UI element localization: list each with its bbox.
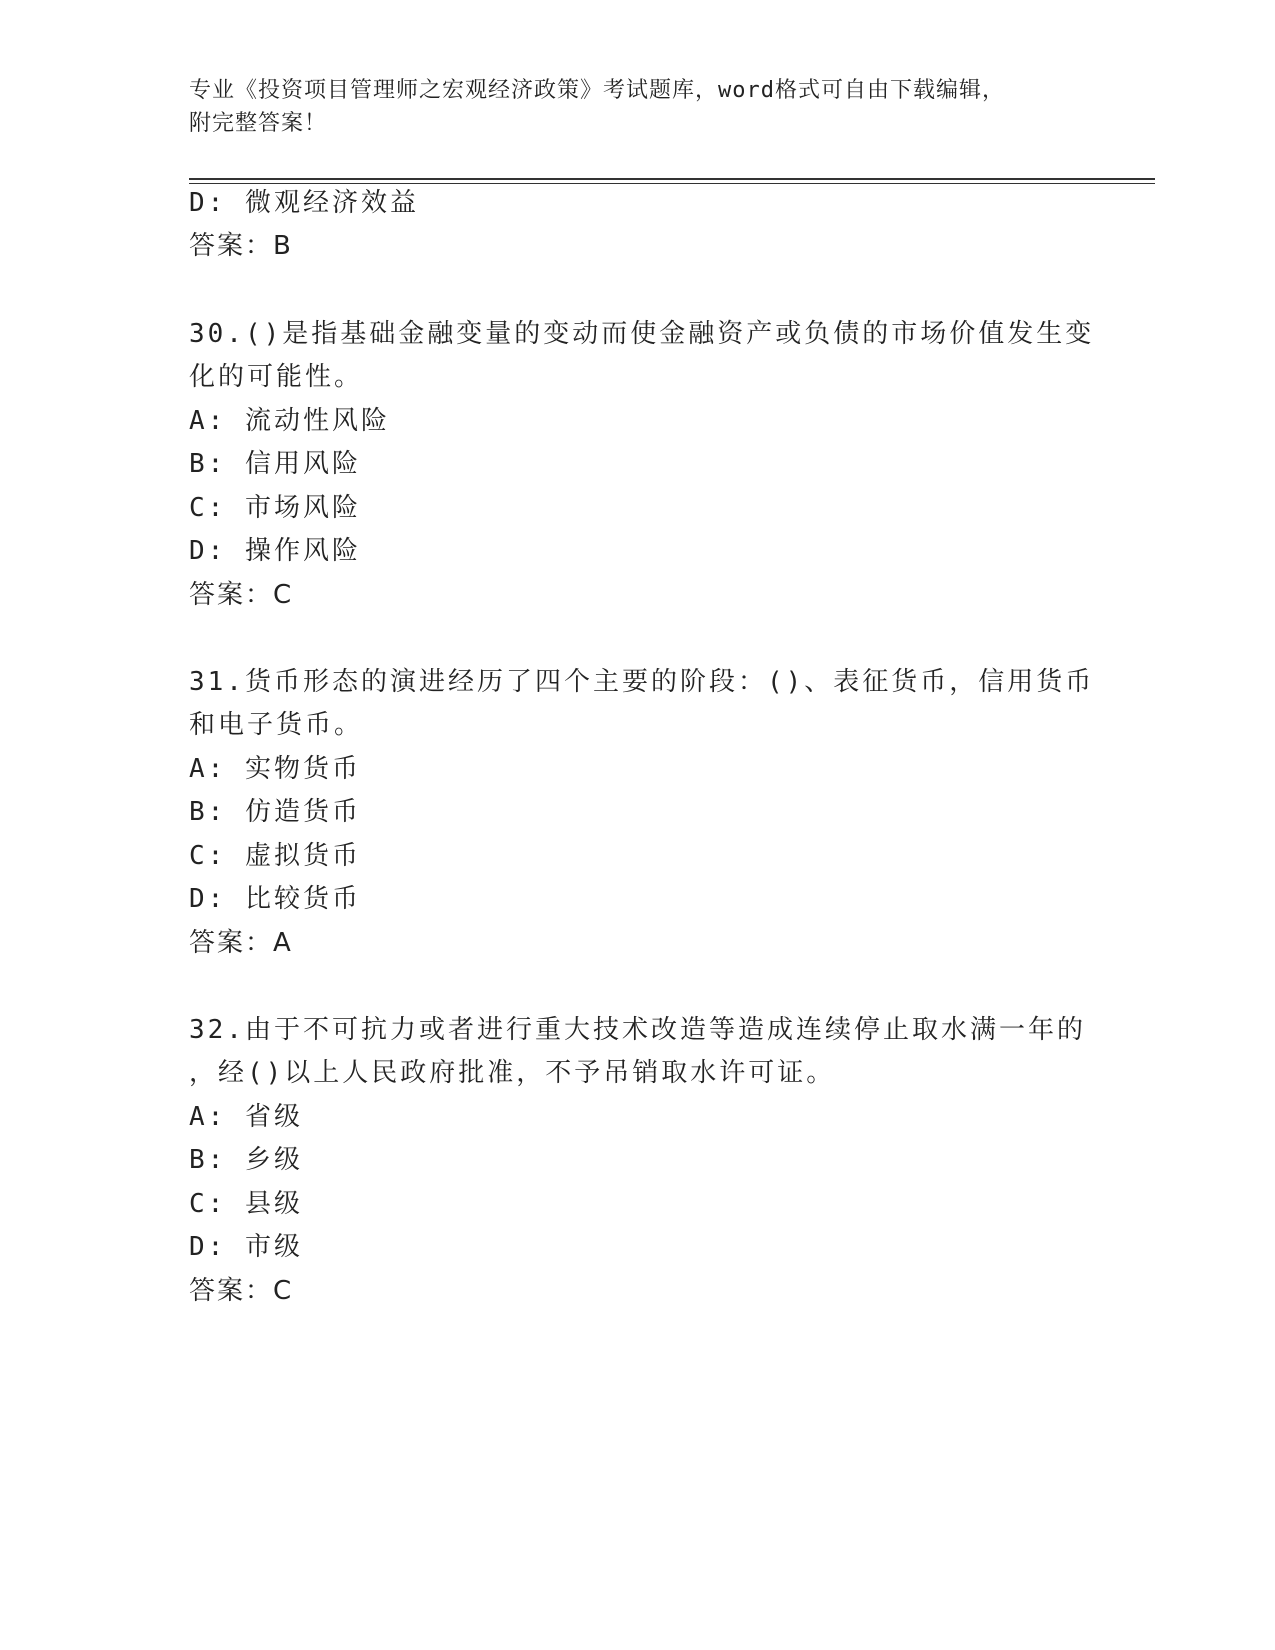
q32-answer: 答案：C [189, 1276, 294, 1306]
prev-answer: 答案：B [189, 231, 293, 261]
header-divider-thin [189, 183, 1155, 184]
q32-option-a: A: 省级 [189, 1102, 303, 1132]
q30-option-c: C: 市场风险 [189, 493, 361, 523]
q31-stem-line-1: 31.货币形态的演进经历了四个主要的阶段：()、表征货币，信用货币 [189, 667, 1095, 697]
q32-stem-line-2: ，经()以上人民政府批准，不予吊销取水许可证。 [189, 1058, 836, 1088]
q30-answer: 答案：C [189, 580, 294, 610]
q30-stem-line-1: 30.()是指基础金融变量的变动而使金融资产或负债的市场价值发生变 [189, 319, 1095, 349]
header-line-2: 附完整答案！ [189, 111, 328, 136]
prev-option-d: D: 微观经济效益 [189, 188, 419, 218]
q30-option-a: A: 流动性风险 [189, 406, 390, 436]
document-header [189, 74, 1069, 140]
q31-stem-line-2: 和电子货币。 [189, 710, 364, 740]
q31-option-a: A: 实物货币 [189, 754, 361, 784]
q30-stem-line-2: 化的可能性。 [189, 362, 364, 392]
q32-option-c: C: 县级 [189, 1189, 303, 1219]
q32-option-b: B: 乡级 [189, 1145, 303, 1175]
q31-option-b: B: 仿造货币 [189, 797, 361, 827]
header-divider-thick [189, 178, 1155, 180]
q31-option-c: C: 虚拟货币 [189, 841, 361, 871]
q31-option-d: D: 比较货币 [189, 884, 361, 914]
q32-stem-line-1: 32.由于不可抗力或者进行重大技术改造等造成连续停止取水满一年的 [189, 1015, 1086, 1045]
q30-option-d: D: 操作风险 [189, 536, 361, 566]
q31-answer: 答案：A [189, 928, 293, 958]
q32-option-d: D: 市级 [189, 1232, 303, 1262]
header-line-1: 专业《投资项目管理师之宏观经济政策》考试题库，word格式可自由下载编辑， [189, 78, 1005, 103]
q30-option-b: B: 信用风险 [189, 449, 361, 479]
